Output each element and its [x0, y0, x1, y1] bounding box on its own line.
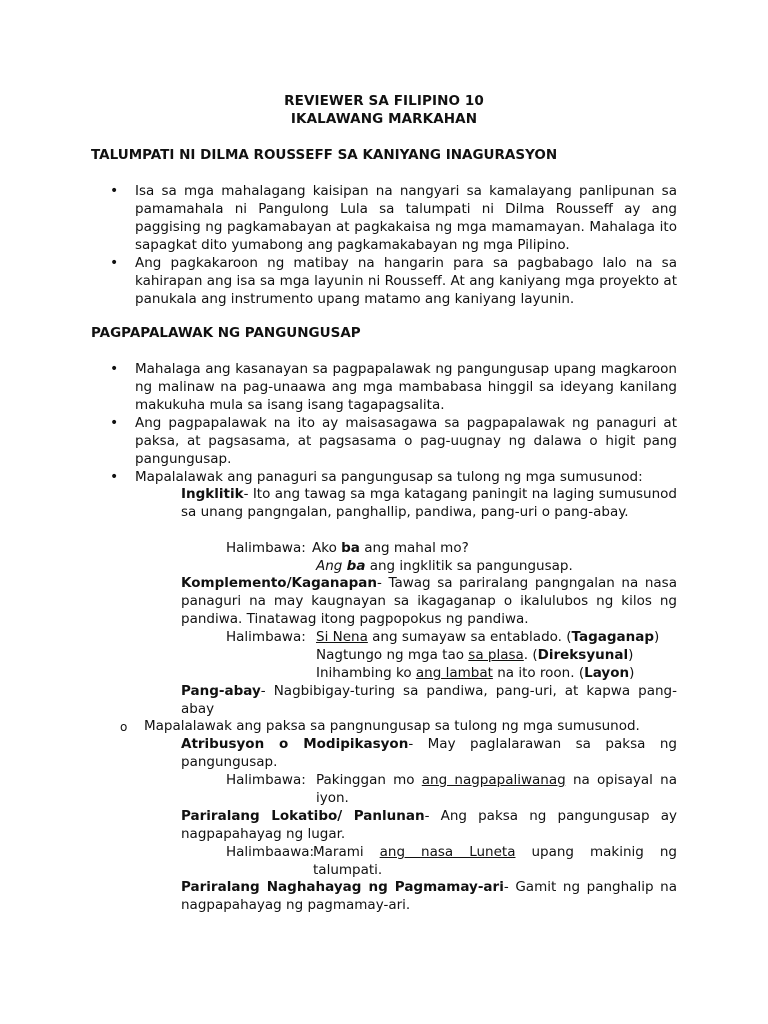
bullet-list-talumpati	[110, 182, 677, 308]
komplemento-definition: Komplemento/Kaganapan- Tawag sa pariralang pangngalan na nasa panaguri na may kaugnayan sa ikagaganap o ikalulubos ng kilos ng pandiwa. Tinatawag itong pagpopokus ng pandiwa.	[181, 575, 677, 627]
example-line: Ang ba ang ingklitik sa pangungusap.	[316, 558, 573, 574]
example-line: Inihambing ko ang lambat na ito roon. (Layon)	[316, 665, 635, 681]
list-item: • Isa sa mga mahalagang kaisipan na nangyari sa kamalayang panlipunan sa pamamahala ni Pangulong Lula sa talumpati ni Dilma Rousseff ay ang paggising ng pagkamabayan at pagkakaisa ng mga mamamayan. Mahalaga ito sapagkat dito yumabong ang pagkamakabayan ng mga Pilipino.	[110, 183, 677, 253]
example-line: Marami ang nasa Luneta upang makinig ng talumpati.	[313, 844, 677, 878]
example-line: Pakinggan mo ang nagpapaliwanag na opisayal na iyon.	[316, 772, 677, 806]
ingklitik-definition: Ingklitik- Ito ang tawag sa mga katagang paningit na laging sumusunod sa unang pangngalan, panghallip, pandiwa, pang-uri o pang-abay.	[181, 486, 677, 520]
pangabay-definition: Pang-abay- Nagbibigay-turing sa pandiwa, pang-uri, at kapwa pang-abay	[181, 683, 677, 717]
bullet-list-pagpapalawak	[110, 360, 677, 486]
example-label: Halimbaawa:	[226, 844, 315, 860]
example-line: Si Nena ang sumayaw sa entablado. (Tagaganap)	[316, 629, 660, 645]
bullet-icon: •	[110, 415, 119, 431]
example-line: Ako ba ang mahal mo?	[312, 540, 469, 556]
example-label: Halimbawa:	[226, 772, 306, 788]
section-heading-pagpapalawak: PAGPAPALAWAK NG PANGUNGUSAP	[91, 325, 361, 341]
lokatibo-definition: Pariralang Lokatibo/ Panlunan- Ang paksa ng pangungusap ay nagpapahayag ng lugar.	[181, 808, 678, 842]
atribusyon-definition: Atribusyon o Modipikasyon- May paglalarawan sa paksa ng pangungusap.	[181, 736, 677, 770]
document-page: REVIEWER SA FILIPINO 10 IKALAWANG MARKAHAN TALUMPATI NI DILMA ROUSSEFF SA KANIYANG INAGURASYON • Isa sa mga mahalagang kaisipan na nangyari sa kamalayang panlipunan sa pamamahala ni Pangulong Lula sa talumpati ni Dilma Rousseff ay ang paggising ng pagkamabayan at pagkakaisa ng mga mamamayan. Mahalaga ito sapagkat dito yumabong ang pagkamakabayan ng mga Pilipino. • Ang pagkakaroon ng matibay na hangarin para sa pagbabago lalo na sa kahirapan ang isa sa mga layunin ni Rousseff. At ang kaniyang mga proyekto at panukala ang instrumento upang matamo ang kaniyang layunin. PAGPAPALAWAK NG PANGUNGUSAP • Mahalaga ang kasanayan sa pagpapalawak ng pangungusap upang magkaroon ng malinaw na pag-unaawa ang mga mambabasa hinggil sa ideyang kanilang makukuha mula sa isang isang tagapagsalita. • Ang pagpapalawak na ito ay maisasagawa sa pagpapalawak ng panaguri at paksa, at pagsasama, at pagsasama o pag-uugnay ng dalawa o higit pang pangungusap. • Mapalalawak ang panaguri sa pangungusap sa tulong ng mga sumusunod: Ingklitik- Ito ang tawag sa mga katagang paningit na laging sumusunod sa unang pangngalan, panghallip, pandiwa, pang-uri o pang-abay. Halimbawa: Ako ba ang mahal mo? Ang ba ang ingklitik sa pangungusap. Komplemento/Kaganapan- Tawag sa pariralang pangngalan na nasa panaguri na may kaugnayan sa ikagaganap o ikalulubos ng kilos ng pandiwa. Tinatawag itong pagpopokus ng pandiwa. Halimbawa: Si Nena ang sumayaw sa entablado. (Tagaganap) Nagtungo ng mga tao sa plasa. (Direksyunal) Inihambing ko ang lambat na ito roon. (Layon) Pang-abay- Nagbibigay-turing sa pandiwa, pang-uri, at kapwa pang-abay o Mapalalawak ang paksa sa pangnungusap sa tulong ng mga sumusunod. Atribusyon o Modipikasyon- May paglalarawan sa paksa ng pangungusap. Halimbawa: Pakinggan mo ang nagpapaliwanag na opisayal na iyon. Pariralang Lokatibo/ Panlunan- Ang paksa ng pangungusap ay nagpapahayag ng lugar. Halimbaawa: Marami ang nasa Luneta upang makinig ng talumpati. Pariralang Naghahayag ng Pagmamay-ari- Gamit ng panghalip na nagpapahayag ng pagmamay-ari.	[0, 0, 768, 1024]
term: Pariralang Naghahayag ng Pagmamay-ari	[181, 879, 504, 895]
list-item: • Ang pagpapalawak na ito ay maisasagawa sa pagpapalawak ng panaguri at paksa, at pagsasama, at pagsasama o pag-uugnay ng dalawa o higit pang pangungusap.	[110, 415, 677, 467]
term: Pariralang Lokatibo/ Panlunan	[181, 808, 425, 824]
doc-title: REVIEWER SA FILIPINO 10	[284, 93, 484, 109]
section-heading-talumpati: TALUMPATI NI DILMA ROUSSEFF SA KANIYANG INAGURASYON	[91, 147, 558, 163]
example-line: Nagtungo ng mga tao sa plasa. (Direksyunal)	[316, 647, 634, 663]
list-item: • Ang pagkakaroon ng matibay na hangarin para sa pagbabago lalo na sa kahirapan ang isa sa mga layunin ni Rousseff. At ang kaniyang mga proyekto at panukala ang instrumento upang matamo ang kaniyang layunin.	[110, 255, 677, 307]
pagmamay-ari-definition: Pariralang Naghahayag ng Pagmamay-ari- Gamit ng panghalip na nagpapahayag ng pagmamay-ari.	[181, 879, 677, 913]
bullet-icon: •	[110, 255, 119, 271]
bullet-icon: •	[110, 361, 119, 377]
example-label: Halimbawa:	[226, 540, 306, 556]
list-item: • Mahalaga ang kasanayan sa pagpapalawak ng pangungusap upang magkaroon ng malinaw na pag-unaawa ang mga mambabasa hinggil sa ideyang kanilang makukuha mula sa isang isang tagapagsalita.	[110, 361, 677, 413]
doc-subtitle: IKALAWANG MARKAHAN	[290, 111, 478, 127]
list-item: • Mapalalawak ang panaguri sa pangungusap sa tulong ng mga sumusunod:	[110, 469, 643, 485]
term: Pang-abay	[181, 683, 261, 699]
bullet-icon: •	[110, 469, 119, 485]
term: Komplemento/Kaganapan	[181, 575, 377, 591]
term: Atribusyon o Modipikasyon	[181, 736, 409, 752]
term: Ingklitik	[181, 486, 244, 502]
example-label: Halimbawa:	[226, 629, 306, 645]
circle-bullet-icon: o	[120, 720, 128, 734]
bullet-icon: •	[110, 183, 119, 199]
